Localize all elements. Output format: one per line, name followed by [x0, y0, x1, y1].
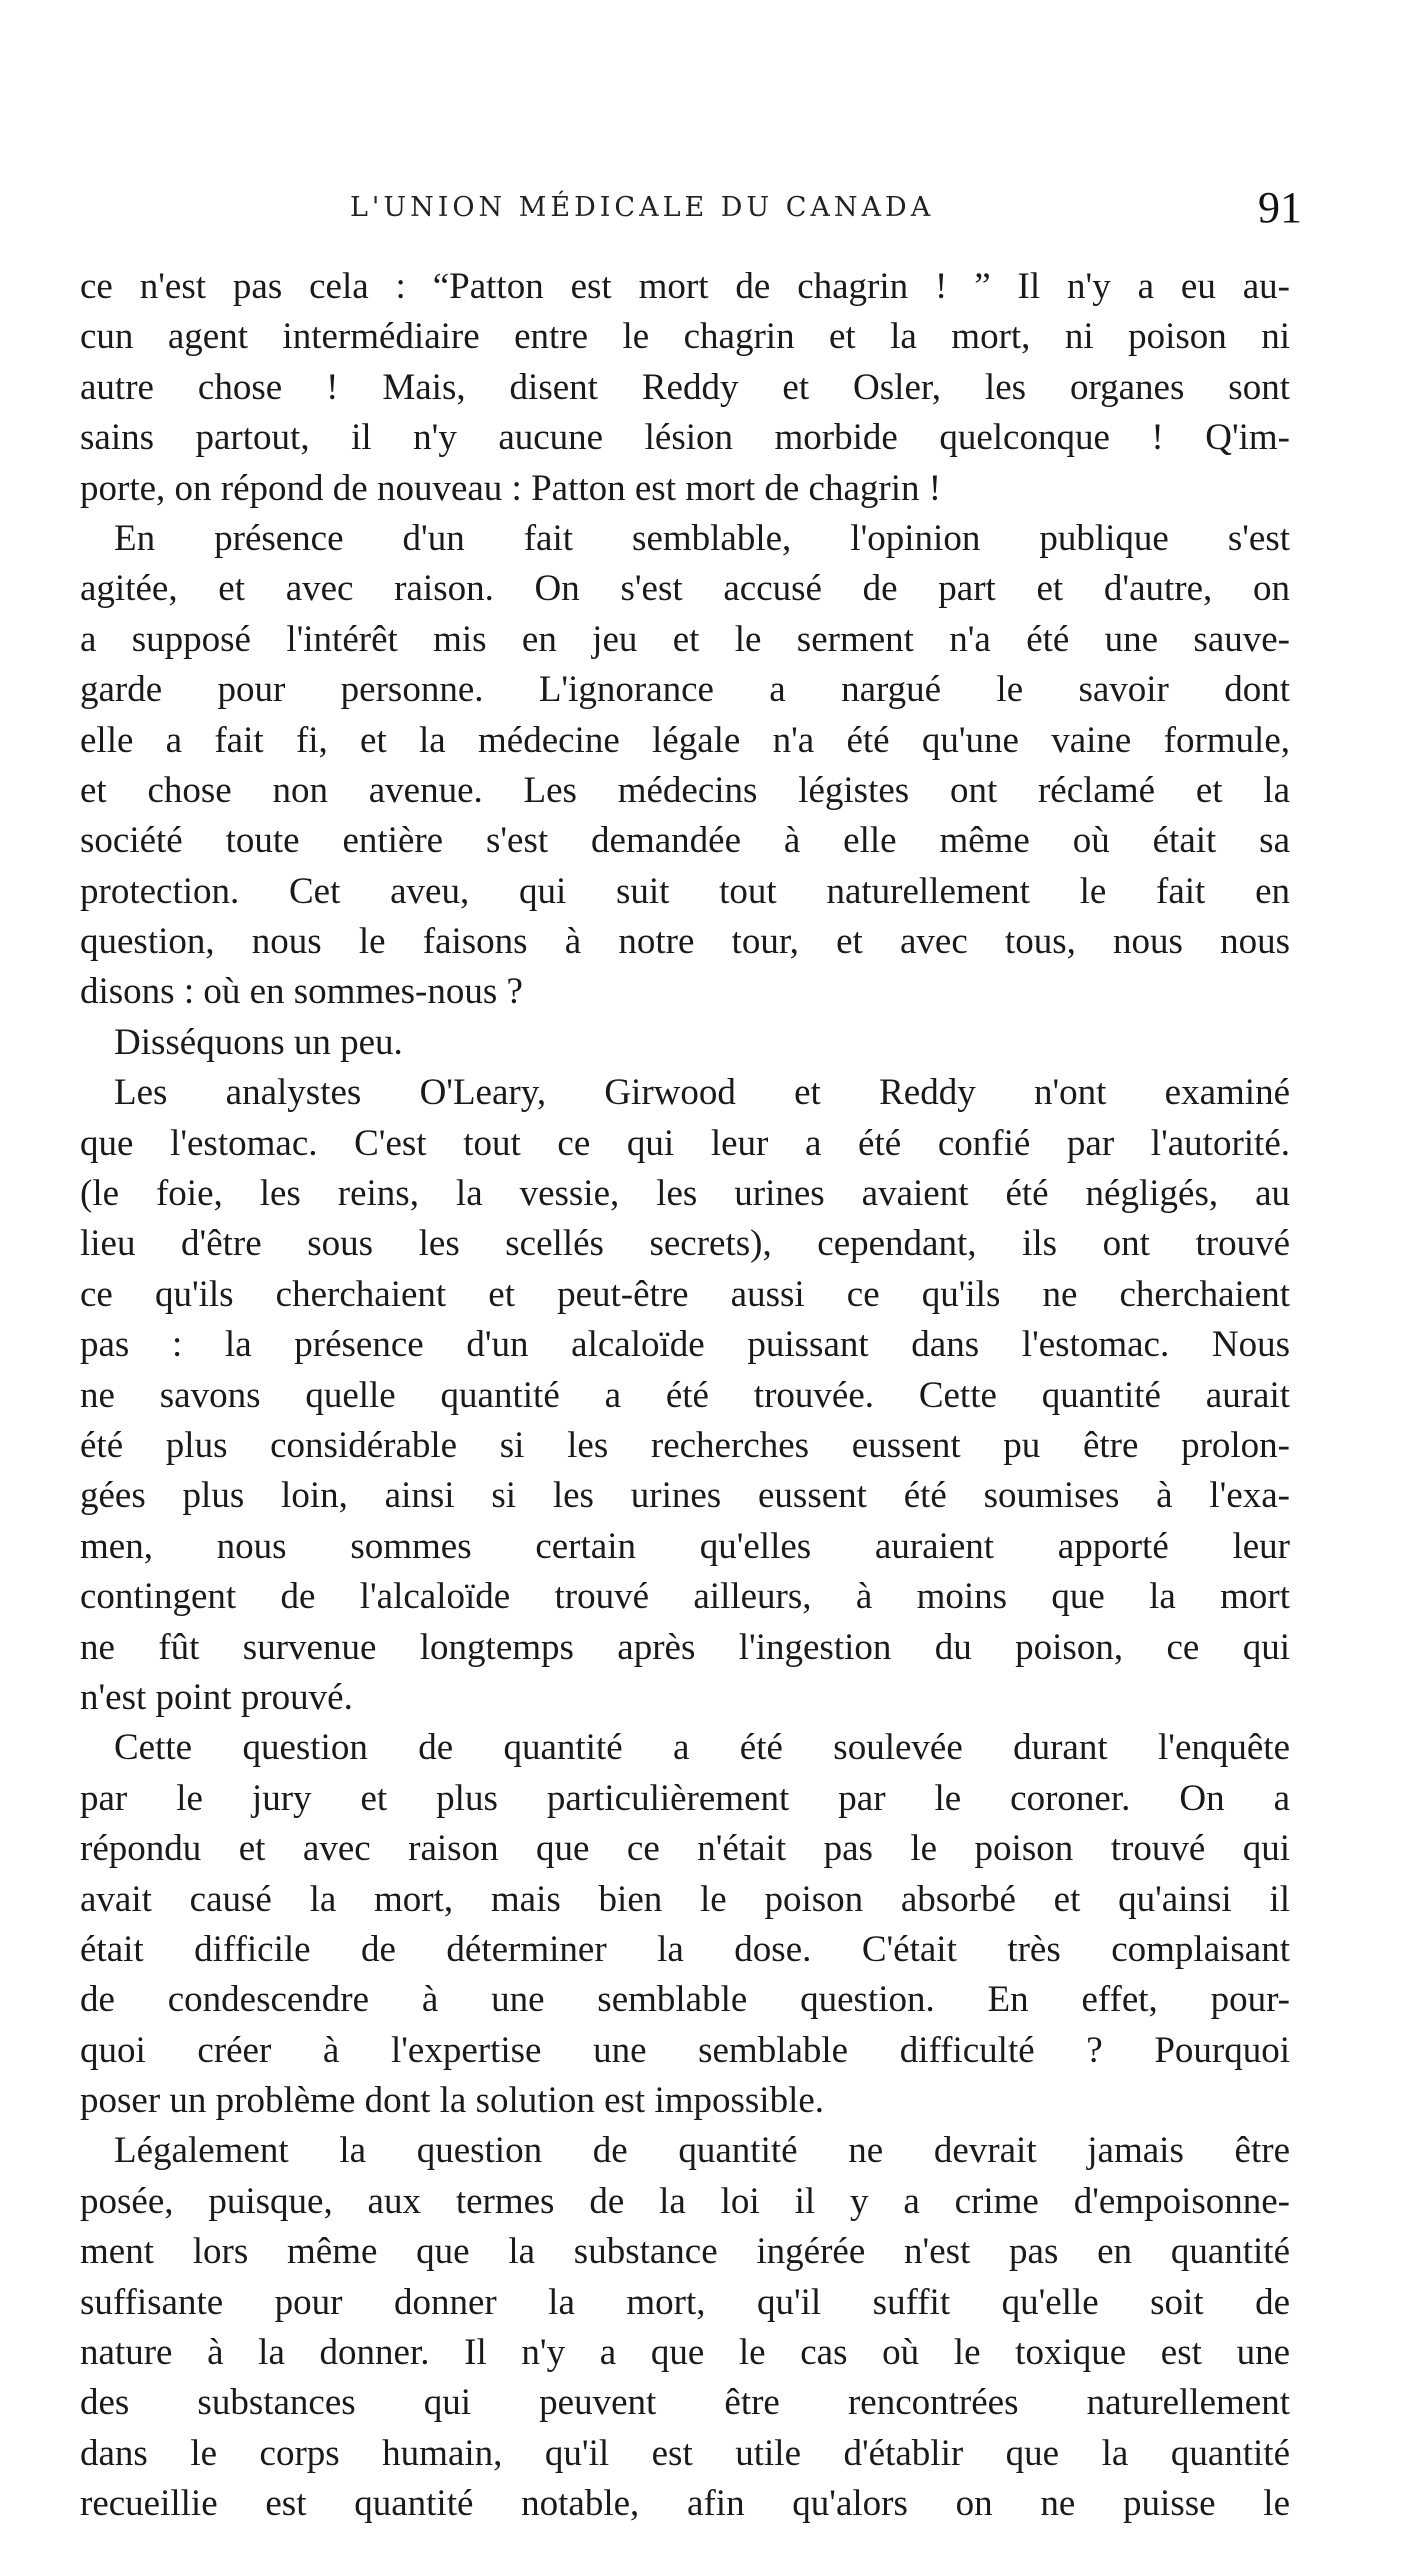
text-line: porte, on répond de nouveau : Patton est mort de chagrin ! — [80, 467, 942, 509]
text-line: quoi créer à l'expertise une semblable difficulté ? Pourquoi — [80, 2029, 1290, 2071]
text-line: a supposé l'intérêt mis en jeu et le serment n'a été une sauve- — [80, 618, 1290, 660]
text-line: cun agent intermédiaire entre le chagrin et la mort, ni poison ni — [80, 316, 1290, 358]
running-title: L'UNION MÉDICALE DU CANADA — [350, 192, 935, 223]
text-line: suffisante pour donner la mort, qu'il suffit qu'elle soit de — [80, 2281, 1290, 2323]
text-line: (le foie, les reins, la vessie, les urines avaient été négligés, au — [80, 1173, 1290, 1215]
text-line: été plus considérable si les recherches eussent pu être prolon- — [80, 1424, 1290, 1466]
text-line: des substances qui peuvent être rencontrées naturellement — [80, 2382, 1290, 2424]
text-line: garde pour personne. L'ignorance a nargué le savoir dont — [80, 669, 1290, 711]
text-line: men, nous sommes certain qu'elles auraient apporté leur — [80, 1525, 1290, 1567]
text-line: gées plus loin, ainsi si les urines eussent été soumises à l'exa- — [80, 1475, 1290, 1517]
text-line: En présence d'un fait semblable, l'opinion publique s'est — [114, 517, 1290, 559]
text-line: Les analystes O'Leary, Girwood et Reddy n'ont examiné — [114, 1072, 1290, 1114]
text-line: elle a fait fi, et la médecine légale n'a été qu'une vaine formule, — [80, 719, 1290, 761]
text-line: que l'estomac. C'est tout ce qui leur a été confié par l'autorité. — [80, 1122, 1290, 1164]
text-line: ne savons quelle quantité a été trouvée. Cette quantité aurait — [80, 1374, 1290, 1416]
text-line: Cette question de quantité a été soulevée durant l'enquête — [114, 1727, 1290, 1769]
text-line: nature à la donner. Il n'y a que le cas où le toxique est une — [80, 2332, 1290, 2374]
text-line: répondu et avec raison que ce n'était pas le poison trouvé qui — [80, 1828, 1290, 1870]
text-line: pas : la présence d'un alcaloïde puissant dans l'estomac. Nous — [80, 1324, 1290, 1366]
text-line: ce n'est pas cela : “Patton est mort de chagrin ! ” Il n'y a eu au- — [80, 266, 1290, 307]
text-line: était difficile de déterminer la dose. C'était très complaisant — [80, 1928, 1290, 1970]
text-line: posée, puisque, aux termes de la loi il y a crime d'empoisonne- — [80, 2180, 1290, 2222]
text-line: question, nous le faisons à notre tour, et avec tous, nous nous — [80, 921, 1290, 963]
text-line: recueillie est quantité notable, afin qu'alors on ne puisse le — [80, 2483, 1290, 2525]
text-line: protection. Cet aveu, qui suit tout naturellement le fait en — [80, 870, 1290, 912]
text-line: ne fût survenue longtemps après l'ingestion du poison, ce qui — [80, 1626, 1290, 1668]
text-line: lieu d'être sous les scellés secrets), cependant, ils ont trouvé — [80, 1223, 1290, 1265]
text-line: ce qu'ils cherchaient et peut-être aussi ce qu'ils ne cherchaient — [80, 1273, 1290, 1315]
text-line: et chose non avenue. Les médecins légistes ont réclamé et la — [80, 769, 1290, 811]
text-line: poser un problème dont la solution est impossible. — [80, 2080, 825, 2122]
text-line: dans le corps humain, qu'il est utile d'établir que la quantité — [80, 2432, 1290, 2474]
text-line: disons : où en sommes-nous ? — [80, 971, 523, 1013]
page-number: 91 — [1258, 183, 1302, 232]
text-line: avait causé la mort, mais bien le poison absorbé et qu'ainsi il — [80, 1878, 1290, 1920]
text-line: autre chose ! Mais, disent Reddy et Osler, les organes sont — [80, 366, 1290, 408]
text-line: Disséquons un peu. — [114, 1021, 403, 1063]
body-text — [80, 262, 1290, 2530]
text-line: ment lors même que la substance ingérée n'est pas en quantité — [80, 2231, 1290, 2273]
text-line: sains partout, il n'y aucune lésion morbide quelconque ! Q'im- — [80, 417, 1290, 459]
text-line: n'est point prouvé. — [80, 1676, 353, 1718]
text-line: agitée, et avec raison. On s'est accusé de part et d'autre, on — [80, 568, 1290, 610]
page-header — [80, 182, 1302, 242]
text-line: de condescendre à une semblable question. En effet, pour- — [80, 1979, 1290, 2021]
text-line: société toute entière s'est demandée à elle même où était sa — [80, 820, 1290, 862]
text-line: contingent de l'alcaloïde trouvé ailleurs, à moins que la mort — [80, 1576, 1290, 1618]
text-line: par le jury et plus particulièrement par le coroner. On a — [80, 1777, 1290, 1819]
text-line: Légalement la question de quantité ne devrait jamais être — [114, 2130, 1290, 2172]
